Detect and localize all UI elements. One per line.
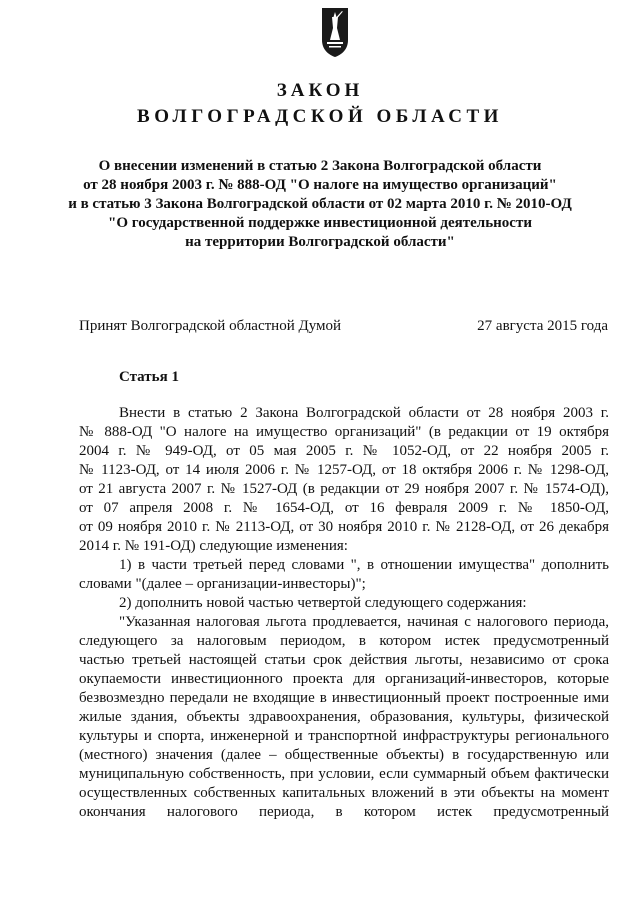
body-line: от 07 апреля 2008 г. № 1654-ОД, от 16 февраля 2009 г. № 1850-ОД, [79, 500, 609, 516]
subtitle-line: от 28 ноября 2003 г. № 888-ОД "О налоге на имущество организаций" [83, 177, 557, 193]
law-title: ЗАКОН [276, 80, 364, 101]
body-line: муниципальную собственность, при условии, если суммарный объем фактически [79, 766, 609, 782]
body-line: безвозмездно передали не входящие в инвестиционный проект построенные ими [79, 690, 609, 706]
adoption-date: 27 августа 2015 года [477, 318, 608, 334]
body-line: осуществленных собственных капитальных вложений в эти объекты на момент [79, 785, 609, 801]
subtitle-line: О внесении изменений в статью 2 Закона Волгоградской области [98, 158, 542, 174]
article-heading: Статья 1 [119, 369, 179, 385]
article-body [79, 404, 609, 822]
body-line: окупаемости инвестиционного проекта для организаций-инвесторов, которые [79, 671, 609, 687]
body-line: № 1123-ОД, от 14 июля 2006 г. № 1257-ОД, от 18 октября 2006 г. № 1298-ОД, [79, 462, 609, 478]
body-line: частью третьей настоящей статьи срок действия льготы, независимо от срока [79, 652, 609, 668]
body-line: культуры и спорта, инженерной и транспортной инфраструктуры регионального [79, 728, 609, 744]
body-line: 2) дополнить новой частью четвертой следующего содержания: [119, 595, 527, 611]
body-line: словами "(далее – организации-инвесторы)"; [79, 576, 366, 592]
region-title: ВОЛГОГРАДСКОЙ ОБЛАСТИ [137, 106, 503, 127]
body-line: от 21 августа 2007 г. № 1527-ОД (в редакции от 29 ноября 2007 г. № 1574-ОД), [79, 481, 609, 497]
body-line: Внести в статью 2 Закона Волгоградской области от 28 ноября 2003 г. [119, 405, 609, 421]
subtitle-line: и в статью 3 Закона Волгоградской области от 02 марта 2010 г. № 2010-ОД [68, 196, 572, 212]
body-line: (местного) значения (далее – общественные объекты) в государственную или [79, 747, 609, 763]
body-line: следующего за налоговым периодом, в котором истек предусмотренный [79, 633, 609, 649]
body-line: 1) в части третьей перед словами ", в отношении имущества" дополнить [119, 557, 609, 573]
body-line: окончания налогового периода, в котором истек предусмотренный [79, 804, 609, 820]
body-line: 2014 г. № 191-ОД) следующие изменения: [79, 538, 348, 554]
subtitle-line: "О государственной поддержке инвестиционной деятельности [108, 215, 532, 231]
body-line: "Указанная налоговая льгота продлевается, начиная с налогового периода, [119, 614, 609, 630]
body-line: 2004 г. № 949-ОД, от 05 мая 2005 г. № 1052-ОД, от 22 ноября 2005 г. [79, 443, 609, 459]
body-line: жилые здания, объекты здравоохранения, образования, культуры, физической [79, 709, 609, 725]
body-line: от 09 ноября 2010 г. № 2113-ОД, от 30 ноября 2010 г. № 2128-ОД, от 26 декабря [79, 519, 609, 535]
subtitle-line: на территории Волгоградской области" [185, 234, 455, 250]
law-subtitle [0, 157, 640, 252]
coat-of-arms-emblem-icon [321, 6, 349, 58]
body-line: № 888-ОД "О налоге на имущество организаций" (в редакции от 19 октября [79, 424, 609, 440]
adopted-by-text: Принят Волгоградской областной Думой [79, 318, 342, 334]
